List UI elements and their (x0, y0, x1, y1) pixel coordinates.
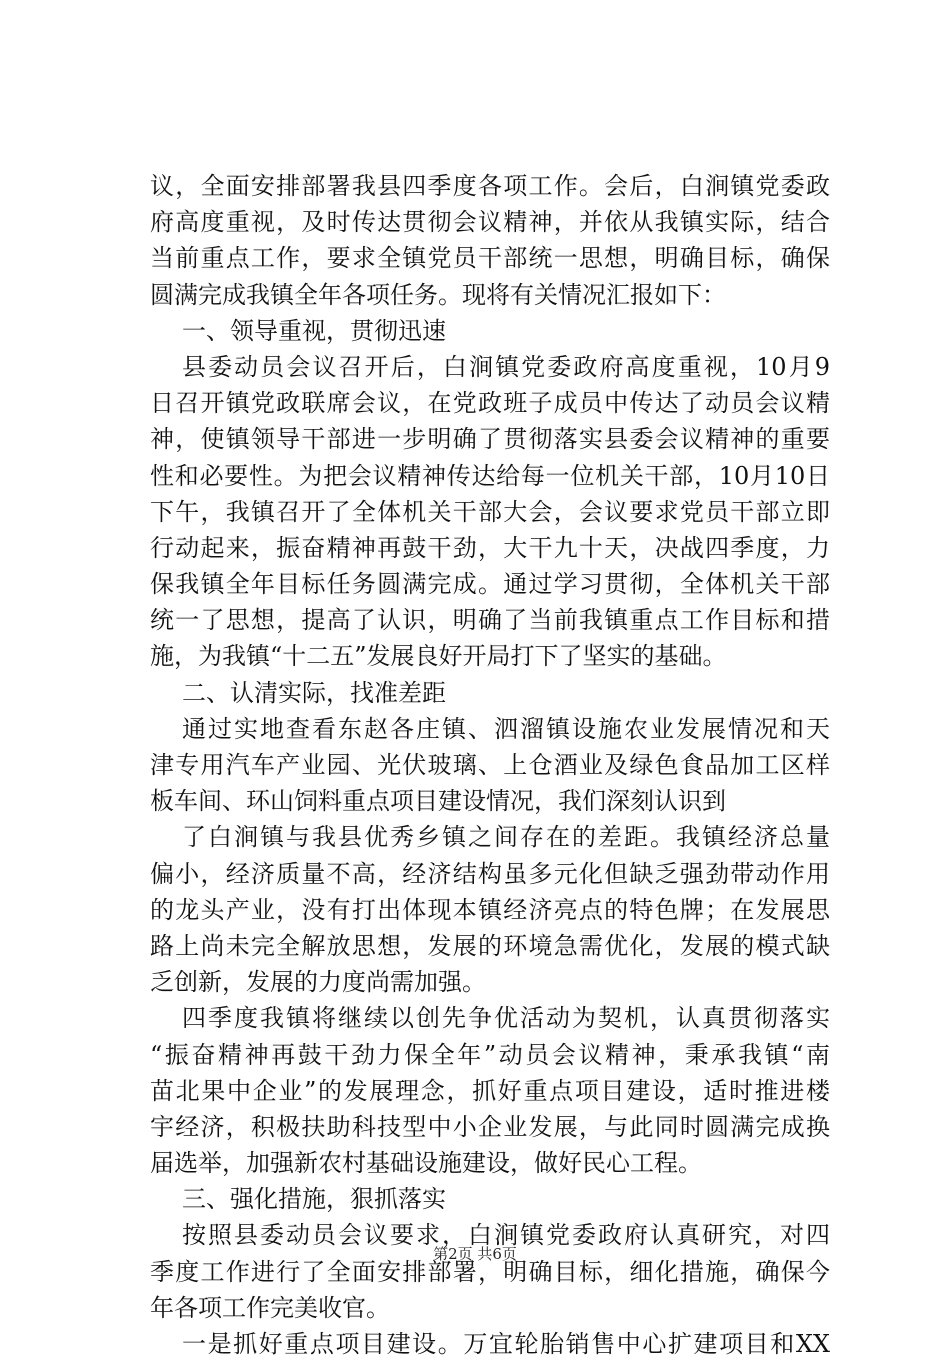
text-line: 下午，我镇召开了全体机关干部大会，会议要求党员干部立即 (150, 497, 830, 526)
text-line: 乏创新，发展的力度尚需加强。 (150, 968, 486, 997)
text-line: 当前重点工作，要求全镇党员干部统一思想，明确目标，确保 (150, 244, 830, 273)
text-line: 议，全面安排部署我县四季度各项工作。会后，白涧镇党委政 (150, 172, 830, 200)
text-line: 津专用汽车产业园、光伏玻璃、上仓酒业及绿色食品加工区样 (150, 751, 830, 779)
text-line: 年各项工作完美收官。 (150, 1293, 390, 1322)
text-line: 县委动员会议召开后，白涧镇党委政府高度重视，10月9 (182, 352, 830, 381)
text-line: 一是抓好重点项目建设。万宜轮胎销售中心扩建项目和XX (182, 1330, 830, 1358)
text-line: 府高度重视，及时传达贯彻会议精神，并依从我镇实际，结合 (150, 208, 830, 237)
text-line: 日召开镇党政联席会议，在党政班子成员中传达了动员会议精 (150, 389, 830, 418)
text-line: 行动起来，振奋精神再鼓干劲，大干九十天，决战四季度，力 (150, 533, 830, 562)
text-line: 路上尚未完全解放思想，发展的环境急需优化，发展的模式缺 (150, 931, 830, 960)
text-line: 圆满完成我镇全年各项任务。现将有关情况汇报如下： (150, 280, 726, 309)
text-line: 通过实地查看东赵各庄镇、泗溜镇设施农业发展情况和天 (182, 714, 830, 743)
text-line: 按照县委动员会议要求，白涧镇党委政府认真研究，对四 (182, 1221, 830, 1250)
text-line: 二、认清实际，找准差距 (182, 678, 446, 707)
page-footer: 第2页 共6页 (433, 1245, 517, 1263)
text-line: 四季度我镇将继续以创先争优活动为契机，认真贯彻落实 (182, 1004, 830, 1033)
text-line: 宇经济，积极扶助科技型中小企业发展，与此同时圆满完成换 (150, 1112, 830, 1141)
text-line: 板车间、环山饲料重点项目建设情况，我们深刻认识到 (150, 787, 726, 816)
text-line: 了白涧镇与我县优秀乡镇之间存在的差距。我镇经济总量 (182, 823, 830, 852)
text-line: 统一了思想，提高了认识，明确了当前我镇重点工作目标和措 (150, 606, 830, 635)
text-line: 苗北果中企业”的发展理念，抓好重点项目建设，适时推进楼 (150, 1076, 830, 1105)
text-line: 的龙头产业，没有打出体现本镇经济亮点的特色牌；在发展思 (150, 895, 830, 924)
text-line: 季度工作进行了全面安排部署，明确目标，细化措施，确保今 (150, 1257, 830, 1286)
text-line: 保我镇全年目标任务圆满完成。通过学习贯彻，全体机关干部 (150, 570, 830, 599)
document-body (150, 168, 830, 1362)
text-line: 三、强化措施，狠抓落实 (182, 1185, 446, 1214)
text-line: 神，使镇领导干部进一步明确了贯彻落实县委会议精神的重要 (150, 425, 830, 454)
text-line: 性和必要性。为把会议精神传达给每一位机关干部，10月10日 (150, 461, 830, 490)
text-line: 偏小，经济质量不高，经济结构虽多元化但缺乏强劲带动作用 (150, 859, 830, 888)
text-line: 施，为我镇“十二五”发展良好开局打下了坚实的基础。 (150, 642, 727, 671)
text-line: 届选举，加强新农村基础设施建设，做好民心工程。 (150, 1149, 702, 1178)
text-line: “振奋精神再鼓干劲力保全年”动员会议精神，秉承我镇“南 (150, 1040, 830, 1069)
text-line: 一、领导重视，贯彻迅速 (182, 316, 446, 345)
